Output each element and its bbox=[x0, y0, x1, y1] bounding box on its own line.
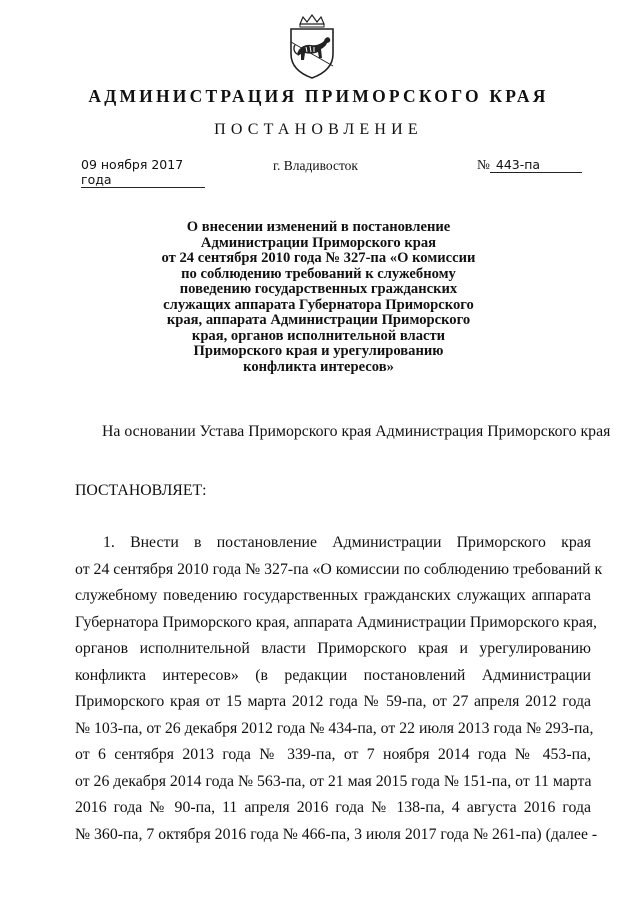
heading-line: края, аппарата Администрации Приморского bbox=[166, 312, 471, 328]
document-type: ПОСТАНОВЛЕНИЕ bbox=[214, 121, 423, 138]
document-date: 09 ноября 2017 года bbox=[81, 157, 205, 188]
body-paragraph-1 bbox=[75, 530, 603, 848]
heading-line: Приморского края и урегулированию bbox=[193, 343, 444, 359]
body-line: Губернатора Приморского края, аппарата Администрации Приморского края, bbox=[75, 613, 597, 631]
heading-line: конфликта интересов» bbox=[243, 358, 394, 375]
heading-line: О внесении изменений в постановление bbox=[186, 219, 451, 235]
body-line: от 24 сентября 2010 года № 327-па «О комиссии по соблюдению требований к bbox=[75, 560, 603, 578]
heading-line: по соблюдению требований к служебному bbox=[181, 265, 456, 282]
document-heading bbox=[120, 220, 517, 375]
number-sign: № bbox=[477, 157, 490, 172]
body-line: 1. Внести в постановление Администрации Приморского края bbox=[103, 534, 591, 551]
body-line: 2016 года № 90-па, 11 апреля 2016 года № 138-па, 4 августа 2016 года bbox=[75, 799, 591, 816]
heading-line: Администрации Приморского края bbox=[200, 234, 437, 251]
body-line: служебному поведению государственных гражданских служащих аппарата bbox=[75, 587, 591, 604]
body-line: от 26 декабря 2014 года № 563-па, от 21 мая 2015 года № 151-па, от 11 марта bbox=[75, 772, 592, 790]
body-line: органов исполнительной власти Приморского края и урегулированию bbox=[75, 640, 591, 657]
document-number-field bbox=[477, 157, 591, 173]
body-line: от 6 сентября 2013 года № 339-па, от 7 ноября 2014 года № 453-па, bbox=[75, 746, 591, 763]
resolves-label: ПОСТАНОВЛЯЕТ: bbox=[75, 482, 207, 499]
body-line: конфликта интересов» (в редакции постановлений Администрации bbox=[75, 666, 591, 684]
organization-title: АДМИНИСТРАЦИЯ ПРИМОРСКОГО КРАЯ bbox=[88, 86, 549, 106]
heading-line: края, органов исполнительной власти bbox=[191, 327, 446, 344]
document-city: г. Владивосток bbox=[273, 158, 358, 173]
primorsky-krai-coat-of-arms-tiger-icon bbox=[283, 14, 341, 80]
document-meta-row bbox=[0, 155, 637, 187]
document-number: 443-па bbox=[490, 157, 582, 173]
heading-line: от 24 сентября 2010 года № 327-па «О комиссии bbox=[161, 250, 476, 266]
body-line: Приморского края от 15 марта 2012 года № 59-па, от 27 апреля 2012 года bbox=[75, 693, 591, 710]
body-line: № 103-па, от 26 декабря 2012 года № 434-па, от 22 июля 2013 года № 293-па, bbox=[75, 719, 594, 737]
heading-line: служащих аппарата Губернатора Приморского bbox=[163, 296, 474, 313]
legal-basis-paragraph: На основании Устава Приморского края Администрация Приморского края bbox=[102, 423, 611, 440]
heading-line: поведению государственных гражданских bbox=[179, 281, 458, 297]
body-line: № 360-па, 7 октября 2016 года № 466-па, 3 июля 2017 года № 261-па) (далее - bbox=[75, 825, 598, 843]
